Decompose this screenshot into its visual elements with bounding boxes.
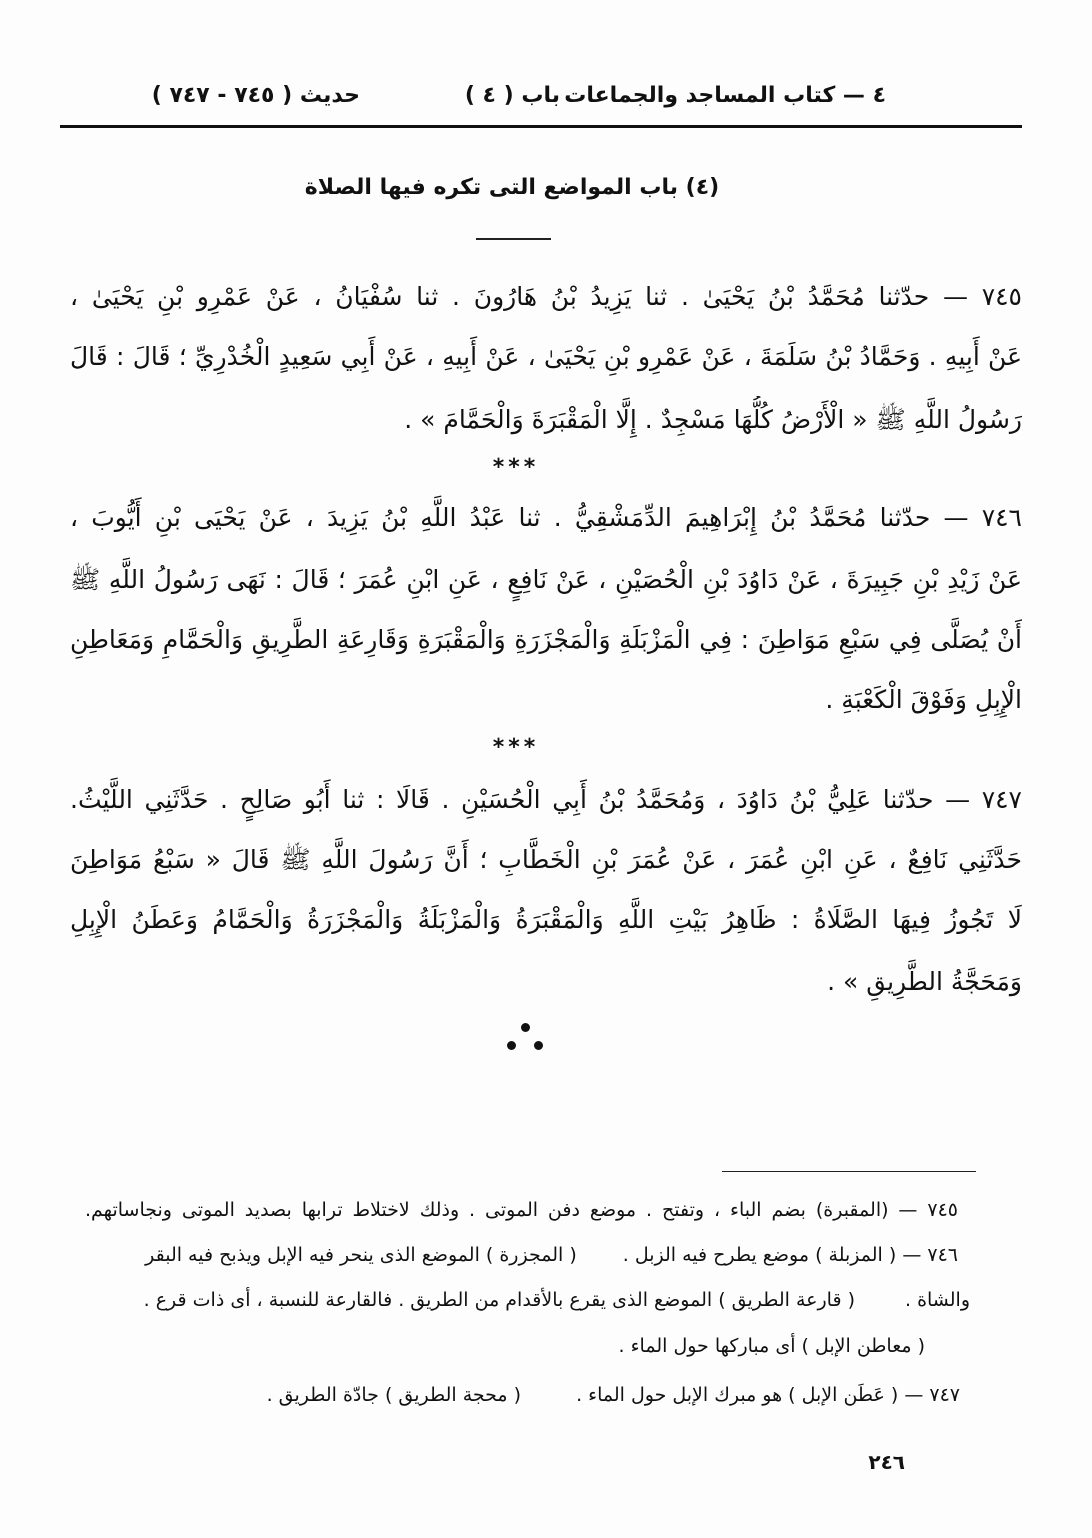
running-header-chapter: باب ( ٤ ) <box>464 83 560 108</box>
section-separator: *** <box>492 735 540 760</box>
hadith-line: رَسُولُ اللَّهِ ﷺ « الْأَرْضُ كُلُّهَا مَسْجِدٌ . إِلَّا الْمَقْبَرَةَ وَالْحَمَّامَ » . <box>404 405 1022 434</box>
footnote-line <box>85 1282 970 1318</box>
hadith-line: الْإِبِلِ وَفَوْقَ الْكَعْبَةِ . <box>825 685 1022 714</box>
footnote-text: ( محجة الطريق ) جادّة الطريق . <box>266 1384 522 1406</box>
hadith-line: عَنْ أَبِيهِ . وَحَمَّادُ بْنُ سَلَمَةَ ، عَنْ عَمْرِو بْنِ يَحْيَىٰ ، عَنْ أَبِيهِ ، عَنْ أَبِي سَعِيدٍ الْخُدْرِيِّ ؛ قَالَ : قَالَ <box>70 342 1022 371</box>
hadith-line: أَنْ يُصَلَّى فِي سَبْعِ مَوَاطِنَ : فِي الْمَزْبَلَةِ وَالْمَجْزَرَةِ وَالْمَقْبَرَةِ وَقَارِعَةِ الطَّرِيقِ وَالْحَمَّامِ وَمَعَاطِنِ <box>70 625 1022 654</box>
hadith-line: ٧٤٧ — حدّثنا عَلِيُّ بْنُ دَاوُدَ ، وَمُحَمَّدُ بْنُ أَبِي الْحُسَيْنِ . قَالَا : ثنا أَبُو صَالِحٍ . حَدَّثَنِي اللَّيْثُ. <box>70 785 1022 814</box>
running-header-hadith-range: حديث ( ٧٤٥ - ٧٤٧ ) <box>151 83 360 108</box>
title-divider <box>476 238 551 240</box>
hadith-line: حَدَّثَنِي نَافِعٌ ، عَنِ ابْنِ عُمَرَ ، عَنْ عُمَرَ بْنِ الْخَطَّابِ ؛ أَنَّ رَسُولَ اللَّهِ ﷺ قَالَ « سَبْعُ مَوَاطِنَ <box>70 845 1022 874</box>
page-number: ٢٤٦ <box>868 1450 905 1474</box>
footnote-text: ( معاطن الإبل ) أى مباركها حول الماء . <box>618 1335 925 1357</box>
footnote-text: ٧٤٦ — ( المزبلة ) موضع يطرح فيه الزبل . <box>622 1244 958 1266</box>
footnote-line <box>85 1328 925 1364</box>
header-rule <box>60 125 1022 128</box>
section-separator: *** <box>492 455 540 480</box>
footnote-text: ٧٤٥ — (المقبرة) بضم الباء ، وتفتح . موضع دفن الموتى . وذلك لاختلاط ترابها بصديد الموتى ونجاساتهم. <box>85 1199 958 1221</box>
footnote-line <box>85 1377 960 1413</box>
footnote-text: ( قارعة الطريق ) الموضع الذى يقرع بالأقدام من الطريق . فالقارعة للنسبة ، أى ذات قرع . <box>143 1289 855 1311</box>
footnote-text: والشاة . <box>904 1289 970 1311</box>
hadith-line: ٧٤٦ — حدّثنا مُحَمَّدُ بْنُ إِبْرَاهِيمَ الدِّمَشْقِيُّ . ثنا عَبْدُ اللَّهِ بْنُ يَزِيدَ ، عَنْ يَحْيَى بْنِ أَيُّوبَ ، <box>70 503 1022 532</box>
running-header-book-title: ٤ — كتاب المساجد والجماعات <box>564 83 886 108</box>
footnote-text: ٧٤٧ — ( عَطَن الإبل ) هو مبرك الإبل حول الماء . <box>576 1384 960 1406</box>
footnote-line <box>85 1237 958 1273</box>
hadith-line: وَمَحَجَّةُ الطَّرِيقِ » . <box>827 967 1022 996</box>
footnote-text: ( المجزرة ) الموضع الذى ينحر فيه الإبل ويذبح فيه البقر <box>145 1244 577 1266</box>
chapter-title: (٤) باب المواضع التى تكره فيها الصلاة <box>304 175 720 200</box>
footnote-line <box>85 1192 958 1228</box>
hadith-line: لَا تَجُوزُ فِيهَا الصَّلَاةُ : ظَاهِرُ بَيْتِ اللَّهِ وَالْمَقْبَرَةُ وَالْمَزْبَلَةُ وَالْمَجْزَرَةُ وَالْحَمَّامُ وَعَطَنُ الْإِبِلِ <box>70 905 1022 934</box>
footnote-rule <box>722 1171 976 1172</box>
hadith-line: عَنْ زَيْدِ بْنِ جَبِيرَةَ ، عَنْ دَاوُدَ بْنِ الْحُصَيْنِ ، عَنْ نَافِعٍ ، عَنِ ابْنِ عُمَرَ ؛ قَالَ : نَهَى رَسُولُ اللَّهِ ﷺ <box>70 565 1022 594</box>
hadith-line: ٧٤٥ — حدّثنا مُحَمَّدُ بْنُ يَحْيَىٰ . ثنا يَزِيدُ بْنُ هَارُونَ . ثنا سُفْيَانُ ، عَنْ عَمْرِو بْنِ يَحْيَىٰ ، <box>70 282 1022 311</box>
end-ornament-icon <box>505 1020 545 1054</box>
